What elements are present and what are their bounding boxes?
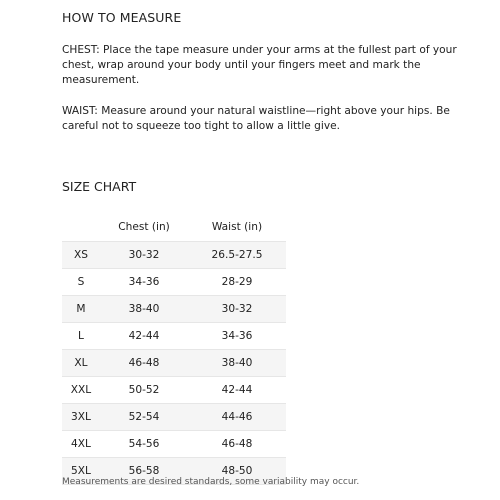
chest-cell: 42-44 — [128, 329, 160, 342]
table-row — [62, 295, 286, 322]
table-row — [62, 241, 286, 268]
header-size — [62, 213, 100, 241]
size-chart-title: SIZE CHART — [62, 179, 137, 194]
waist-cell: 48-50 — [221, 464, 253, 477]
chest-cell: 46-48 — [128, 356, 160, 369]
how-to-measure-title: HOW TO MEASURE — [62, 10, 182, 25]
footnote: Measurements are desired standards, some variability may occur. — [62, 477, 360, 487]
table-row — [62, 376, 286, 403]
chest-cell: 30-32 — [128, 248, 160, 261]
chest-cell: 34-36 — [128, 275, 160, 288]
chest-cell: 54-56 — [128, 437, 160, 450]
table-header-row — [62, 213, 286, 241]
waist-cell: 34-36 — [221, 329, 253, 342]
size-chart-table — [62, 213, 286, 485]
waist-instructions: WAIST: Measure around your natural waistline—right above your hips. Be careful not to squeeze too tight to allow a little give. — [62, 105, 450, 132]
header-waist: Waist (in) — [211, 220, 263, 233]
chest-cell: 38-40 — [128, 302, 160, 315]
table-row — [62, 430, 286, 457]
table-row — [62, 349, 286, 376]
size-cell: XS — [74, 248, 88, 261]
table-row — [62, 322, 286, 349]
waist-cell: 30-32 — [221, 302, 253, 315]
waist-cell: 38-40 — [221, 356, 253, 369]
waist-cell: 28-29 — [221, 275, 253, 288]
waist-cell: 46-48 — [221, 437, 253, 450]
chest-cell: 56-58 — [128, 464, 160, 477]
waist-cell: 26.5-27.5 — [211, 248, 263, 261]
header-chest: Chest (in) — [118, 220, 170, 233]
table-row — [62, 268, 286, 295]
size-cell: M — [76, 302, 86, 315]
size-cell: 5XL — [71, 464, 91, 477]
chest-cell: 52-54 — [128, 410, 160, 423]
waist-cell: 42-44 — [221, 383, 253, 396]
size-cell: 3XL — [71, 410, 91, 423]
size-cell: XL — [74, 356, 88, 369]
chest-instructions: CHEST: Place the tape measure under your arms at the fullest part of your chest, wrap around your body until your fingers meet and mark the measurement. — [62, 44, 457, 86]
size-cell: 4XL — [71, 437, 91, 450]
size-cell: XXL — [70, 383, 92, 396]
waist-cell: 44-46 — [221, 410, 253, 423]
table-row — [62, 403, 286, 430]
chest-cell: 50-52 — [128, 383, 160, 396]
size-cell: S — [77, 275, 85, 288]
size-cell: L — [78, 329, 84, 342]
